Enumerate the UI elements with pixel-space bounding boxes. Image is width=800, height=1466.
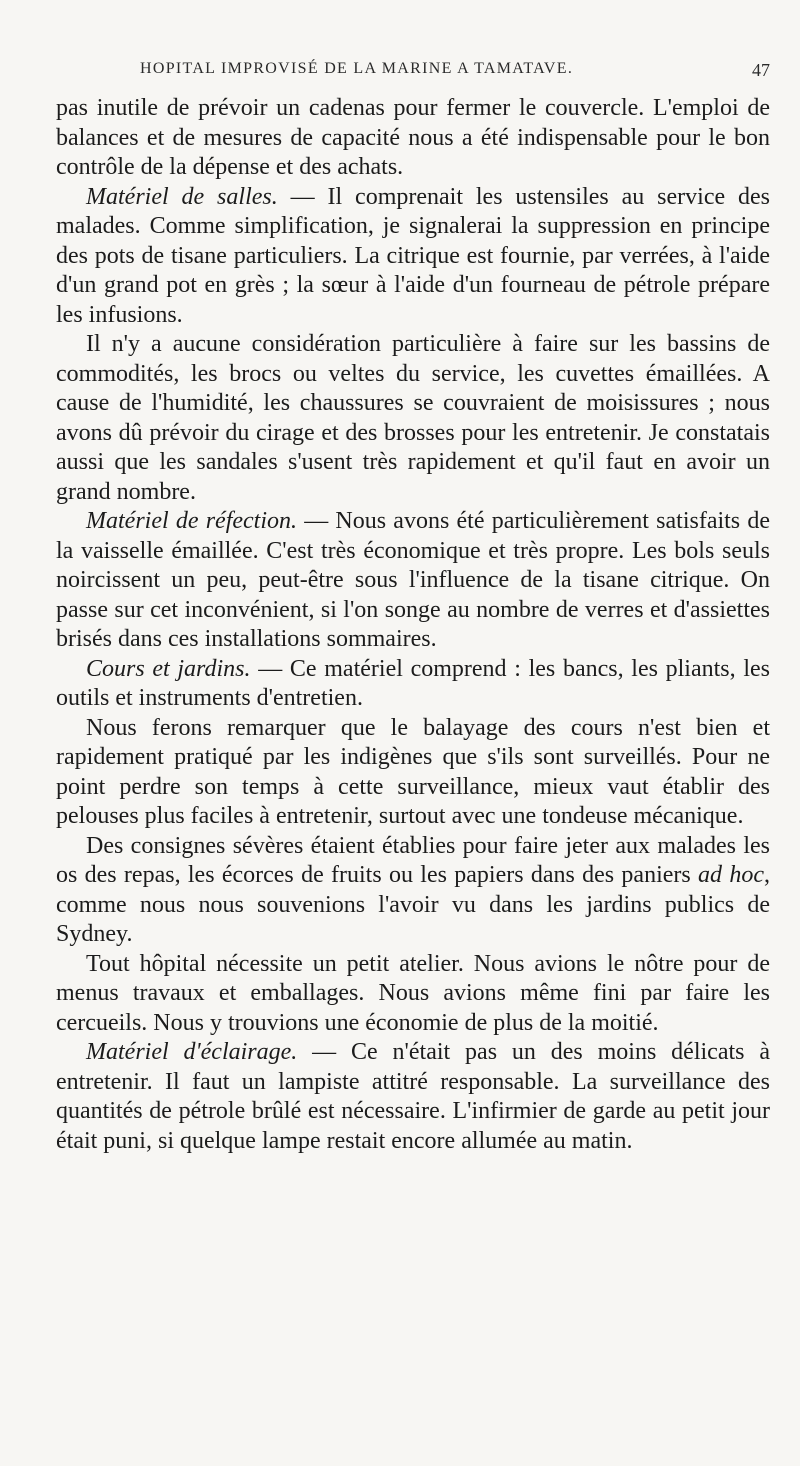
paragraph-bassins [56, 330, 770, 507]
paragraph-text: — Ce matériel comprend : les bancs, les pliants, les outils et instruments d'entretien. [56, 655, 770, 711]
paragraph-materiel-de-refection [56, 507, 770, 655]
paragraph-text: — Il comprenait les ustensiles au service des malades. Comme simplification, je signalerai la suppression en principe des pots de tisane particuliers. La citrique est fournie, par verrées, à l'aide d'un grand pot en grès ; la sœur à l'aide d'un fourneau de pétrole prépare les infusions. [56, 183, 770, 328]
section-title: Matériel de réfection. [86, 508, 298, 534]
paragraph-consignes [56, 832, 770, 950]
section-title: Matériel de salles. [86, 183, 278, 210]
paragraph-text: — Nous avons été particulièrement satisfaits de la vaisselle émaillée. C'est très économique et très propre. Les bols seuls noircissent un peu, peut-être sous l'influence de la tisane citrique. On passe sur cet inconvénient, si l'on songe au nombre de verres et d'assiettes brisés dans ces installations sommaires. [56, 508, 771, 652]
section-title: Cours et jardins. [86, 655, 251, 682]
page-body [56, 94, 770, 1156]
paragraph-text: Il n'y a aucune considération particulière à faire sur les bassins de commodités, les brocs ou veltes du service, les cuvettes émaillées. A cause de l'humidité, les chaussures se couvraient de moisissures ; nous avons dû prévoir du cirage et des brosses pour les entretenir. Je constatais aussi que les sandales s'usent très rapidement et qu'il faut en avoir un grand nombre. [56, 331, 770, 505]
paragraph-text: Nous ferons remarquer que le balayage des cours n'est bien et rapidement pratiqué par les indigènes que s'ils sont surveillés. Pour ne point perdre son temps à cette surveillance, mieux vaut établir des pelouses plus faciles à entretenir, surtout avec une tondeuse mécanique. [56, 714, 770, 829]
running-title: HOPITAL IMPROVISÉ DE LA MARINE A TAMATAVE. [140, 60, 574, 77]
paragraph-text: pas inutile de prévoir un cadenas pour fermer le couvercle. L'emploi de balances et de mesures de capacité nous a été indispensable pour le bon contrôle de la dépense et des achats. [56, 95, 770, 180]
section-title: Matériel d'éclairage. [86, 1039, 298, 1065]
paragraph-continuation [56, 94, 770, 183]
paragraph-atelier [56, 950, 770, 1039]
page-number: 47 [752, 60, 770, 80]
paragraph-text: — Ce n'était pas un des moins délicats à entretenir. Il faut un lampiste attitré responsable. La surveillance des quantités de pétrole brûlé est nécessaire. L'infirmier de garde au petit jour était puni, si quelque lampe restait encore allumée au matin. [56, 1039, 771, 1154]
paragraph-materiel-d-eclairage [56, 1038, 770, 1156]
paragraph-text: , comme nous nous souvenions l'avoir vu dans les jardins publics de Sydney. [56, 862, 770, 947]
page-header [140, 60, 770, 90]
paragraph-text: Tout hôpital nécessite un petit atelier. Nous avions le nôtre pour de menus travaux et emballages. Nous avions même fini par faire les cercueils. Nous y trouvions une économie de plus de la moitié. [56, 950, 770, 1036]
paragraph-text: Des consignes sévères étaient établies pour faire jeter aux malades les os des repas, les écorces de fruits ou les papiers dans des paniers [56, 832, 770, 888]
paragraph-balayage [56, 714, 770, 832]
paragraph-materiel-de-salles [56, 183, 770, 331]
paragraph-cours-et-jardins [56, 655, 770, 714]
emphasis-ad-hoc: ad hoc [698, 862, 764, 888]
